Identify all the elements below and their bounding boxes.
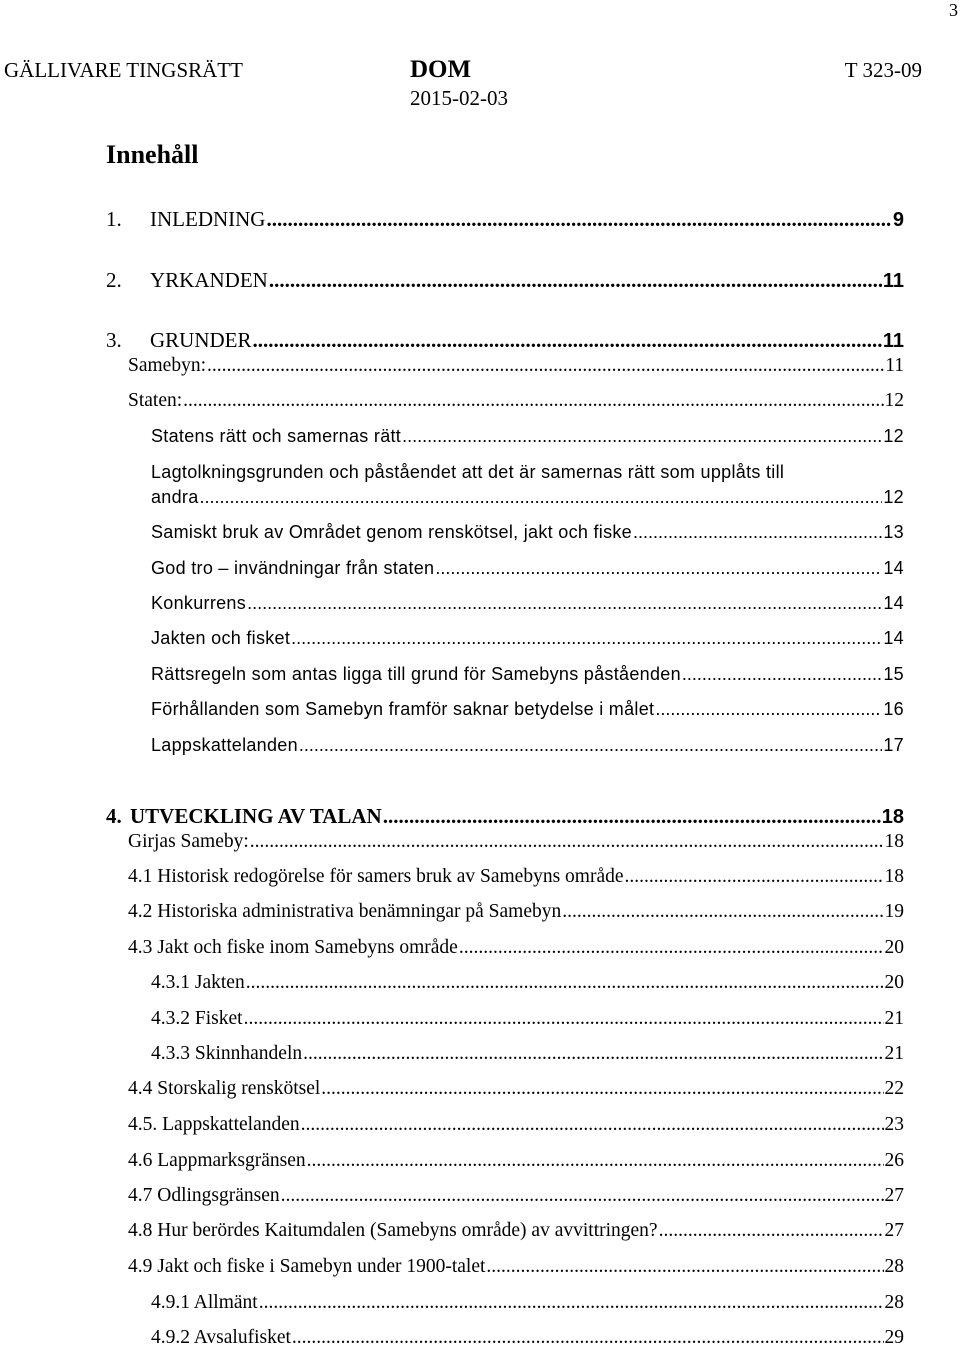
toc-entry-text: 4.3 Jakt och fiske inom Samebyns område: [128, 937, 458, 958]
toc-entry[interactable]: [128, 1150, 904, 1172]
toc-entry-text: INLEDNING: [150, 207, 266, 231]
toc-entry[interactable]: [106, 268, 904, 293]
header-doc-type: DOM: [410, 56, 472, 83]
toc-entry-text: 4.3.1 Jakten: [151, 972, 245, 993]
toc-entry[interactable]: [128, 1256, 904, 1278]
toc-entry[interactable]: [151, 1008, 904, 1030]
toc-entry-text: Samebyn:: [128, 355, 206, 376]
toc-leader-dots: [307, 1150, 884, 1172]
toc-entry[interactable]: [106, 804, 904, 829]
toc-entry-text: 4.9.1 Allmänt: [151, 1292, 258, 1313]
toc-entry-text: 4.3.2 Fisket: [151, 1008, 243, 1029]
toc-leader-dots: [459, 937, 884, 959]
toc-entry-text: 4.1 Historisk redogörelse för samers bruk av Samebyns område: [128, 866, 624, 887]
toc-entry-number: 3.: [106, 328, 122, 352]
toc-entry-text: 4.7 Odlingsgränsen: [128, 1185, 280, 1206]
toc-leader-dots: [682, 664, 882, 685]
toc-entry-text: Rättsregeln som antas ligga till grund för Samebyns påståenden: [151, 664, 681, 684]
toc-entry-page: 27: [884, 1185, 904, 1206]
toc-title: Innehåll: [106, 140, 199, 169]
toc-leader-dots: [269, 268, 882, 293]
toc-entry-page: 19: [884, 901, 904, 922]
toc-leader-dots: [435, 558, 882, 579]
toc-entry-text: 4.3.3 Skinnhandeln: [151, 1043, 303, 1064]
toc-entry[interactable]: [151, 487, 904, 508]
toc-entry-text: 4.9.2 Avsalufisket: [151, 1327, 291, 1348]
toc-entry-number: 4.: [106, 804, 122, 828]
toc-entry[interactable]: [151, 1043, 904, 1065]
toc-entry[interactable]: [128, 1114, 904, 1136]
toc-entry-text: 4.9 Jakt och fiske i Samebyn under 1900-talet: [128, 1256, 486, 1277]
toc-leader-dots: [659, 1220, 884, 1242]
toc-entry-text: Förhållanden som Samebyn framför saknar betydelse i målet: [151, 699, 655, 719]
toc-entry[interactable]: [128, 355, 904, 377]
toc-entry[interactable]: [151, 1327, 904, 1349]
toc-leader-dots: [486, 1256, 883, 1278]
toc-entry-page: 15: [883, 664, 904, 684]
toc-entry-page: 28: [884, 1256, 904, 1277]
toc-entry-page: 14: [883, 628, 904, 648]
toc-entry-page: 13: [883, 522, 904, 542]
toc-entry-page: 22: [884, 1078, 904, 1099]
toc-entry[interactable]: [128, 937, 904, 959]
toc-leader-dots: [207, 355, 884, 377]
toc-entry[interactable]: [151, 522, 904, 543]
toc-entry[interactable]: [151, 1292, 904, 1314]
toc-entry[interactable]: [151, 593, 904, 614]
toc-entry-page: 12: [883, 426, 904, 446]
toc-entry-text: God tro – invändningar från staten: [151, 558, 435, 578]
toc-leader-dots: [247, 593, 882, 614]
toc-leader-dots: [562, 901, 883, 923]
toc-leader-dots: [244, 1008, 884, 1030]
toc-entry[interactable]: [151, 735, 904, 756]
toc-leader-dots: [299, 735, 882, 756]
toc-entry-page: 18: [884, 866, 904, 887]
toc-leader-dots: [402, 426, 882, 447]
header-date: 2015-02-03: [410, 86, 508, 110]
toc-entry-text: Statens rätt och samernas rätt: [151, 426, 402, 446]
toc-entry[interactable]: [151, 628, 904, 649]
toc-leader-dots: [281, 1185, 884, 1207]
toc-entry-text: Jakten och fisket: [151, 628, 291, 648]
toc-entry-page: 14: [883, 558, 904, 578]
toc-entry-text-line1[interactable]: Lagtolkningsgrunden och påståendet att det är samernas rätt som upplåts till: [151, 462, 785, 482]
toc-entry-text: 4.2 Historiska administrativa benämningar på Samebyn: [128, 901, 562, 922]
toc-entry-text: Staten:: [128, 390, 183, 411]
toc-entry[interactable]: [128, 1078, 904, 1100]
toc-entry-page: 28: [884, 1292, 904, 1313]
toc-entry-text: 4.5. Lappskattelanden: [128, 1114, 300, 1135]
toc-entry-page: 12: [884, 390, 904, 411]
toc-entry-text: Samiskt bruk av Området genom renskötsel, jakt och fiske: [151, 522, 632, 542]
toc-entry[interactable]: [151, 558, 904, 579]
toc-leader-dots: [655, 699, 882, 720]
toc-entry[interactable]: [128, 831, 904, 853]
toc-entry-text: andra: [151, 487, 199, 507]
toc-entry-page: 21: [884, 1043, 904, 1064]
toc-entry[interactable]: [128, 901, 904, 923]
header-case-number: T 323-09: [844, 58, 922, 82]
toc-leader-dots: [383, 804, 881, 829]
toc-entry[interactable]: [151, 426, 904, 447]
toc-entry-text: GRUNDER: [150, 328, 252, 352]
toc-entry[interactable]: [151, 699, 904, 720]
toc-entry-text: Girjas Sameby:: [128, 831, 249, 852]
toc-leader-dots: [625, 866, 884, 888]
toc-leader-dots: [633, 522, 882, 543]
toc-entry-page: 18: [884, 831, 904, 852]
toc-entry-page: 23: [884, 1114, 904, 1135]
toc-entry-page: 26: [884, 1150, 904, 1171]
toc-entry[interactable]: [106, 328, 904, 353]
toc-entry-text: UTVECKLING AV TALAN: [130, 804, 382, 828]
toc-entry-text: Konkurrens: [151, 593, 247, 613]
toc-leader-dots: [200, 487, 883, 508]
toc-leader-dots: [250, 831, 884, 853]
toc-leader-dots: [301, 1114, 884, 1136]
toc-entry-page: 20: [884, 972, 904, 993]
toc-entry-page: 20: [884, 937, 904, 958]
toc-entry-number: 1.: [106, 207, 122, 231]
toc-entry-number: 2.: [106, 268, 122, 292]
toc-entry-page: 14: [883, 593, 904, 613]
toc-entry-page: 11: [882, 270, 904, 292]
toc-leader-dots: [292, 1327, 884, 1349]
toc-entry-text: YRKANDEN: [150, 268, 268, 292]
toc-entry-page: 27: [884, 1220, 904, 1241]
toc-leader-dots: [259, 1292, 884, 1314]
toc-entry-page: 11: [882, 330, 904, 352]
toc-entry-page: 29: [884, 1327, 904, 1348]
toc-entry-page: 16: [883, 699, 904, 719]
toc-entry-text: 4.6 Lappmarksgränsen: [128, 1150, 306, 1171]
toc-leader-dots: [246, 972, 884, 994]
toc-leader-dots: [253, 328, 882, 353]
toc-entry-page: 11: [885, 355, 904, 376]
toc-entry-text: 4.4 Storskalig renskötsel: [128, 1078, 321, 1099]
toc-entry[interactable]: [128, 390, 904, 412]
toc-entry[interactable]: [151, 664, 904, 685]
toc-leader-dots: [266, 207, 891, 232]
toc-entry[interactable]: [151, 972, 904, 994]
toc-entry[interactable]: [128, 866, 904, 888]
toc-entry[interactable]: [128, 1220, 904, 1242]
page-number: 3: [949, 0, 958, 20]
toc-entry-page: 18: [881, 806, 904, 828]
toc-entry-page: 21: [884, 1008, 904, 1029]
toc-entry-text: 4.8 Hur berördes Kaitumdalen (Samebyns område) av avvittringen?: [128, 1220, 658, 1241]
toc-leader-dots: [321, 1078, 883, 1100]
toc-entry-text: Lappskattelanden: [151, 735, 298, 755]
toc-entry[interactable]: [128, 1185, 904, 1207]
toc-leader-dots: [183, 390, 883, 412]
header-court: GÄLLIVARE TINGSRÄTT: [4, 58, 243, 82]
toc-leader-dots: [291, 628, 882, 649]
toc-entry-page: 12: [883, 487, 904, 507]
toc-entry-page: 17: [883, 735, 904, 755]
toc-entry[interactable]: [106, 207, 904, 232]
toc-leader-dots: [303, 1043, 883, 1065]
toc-entry-page: 9: [892, 209, 904, 231]
